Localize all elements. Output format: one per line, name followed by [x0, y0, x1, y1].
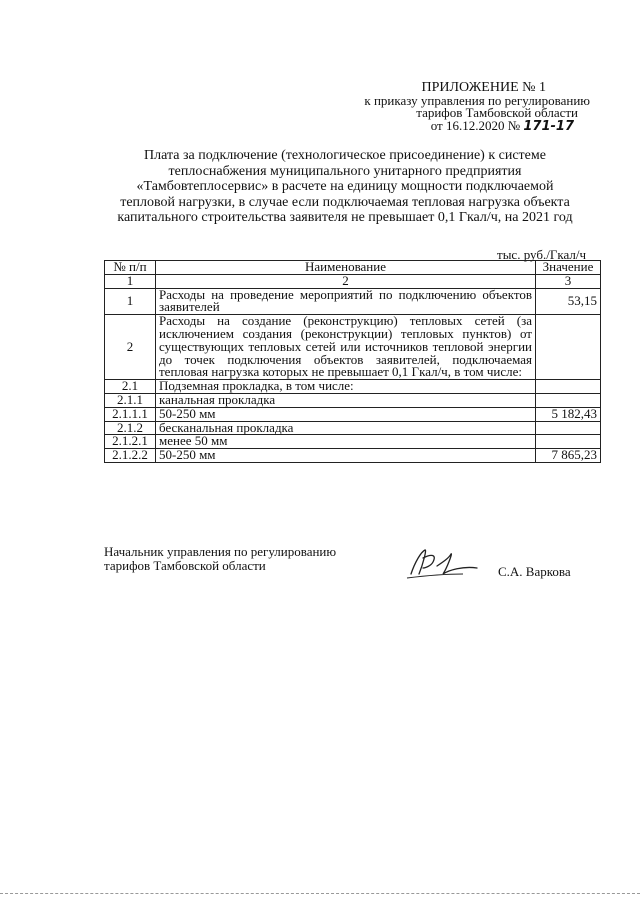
order-number-handwritten: 171-17	[523, 118, 574, 134]
row-name: Расходы на проведение мероприятий по подключению объектов заявителей	[156, 288, 536, 315]
row-number: 2	[105, 315, 156, 380]
scan-edge-divider	[0, 893, 640, 894]
row-number: 2.1.2	[105, 421, 156, 435]
title-line: капитального строительства заявителя не превышает 0,1 Гкал/ч, на 2021 год	[117, 210, 573, 225]
table-row	[105, 288, 601, 315]
header-number: № п/п	[105, 261, 156, 275]
row-name: 50-250 мм	[156, 407, 536, 421]
appendix-order-ref: к приказу управления по регулированию	[364, 92, 590, 108]
position-line: Начальник управления по регулированию	[104, 544, 337, 559]
table-header-row	[105, 261, 601, 275]
row-value	[536, 315, 601, 380]
row-name: менее 50 мм	[156, 435, 536, 449]
handwritten-signature	[403, 544, 483, 584]
row-value: 5 182,43	[536, 407, 601, 421]
row-number: 2.1.2.2	[105, 449, 156, 463]
appendix-authority: тарифов Тамбовской области	[416, 105, 578, 120]
row-number: 1	[105, 288, 156, 315]
row-value	[536, 380, 601, 394]
numbering-cell: 2	[156, 274, 536, 288]
title-line: теплоснабжения муниципального унитарного предприятия	[168, 163, 522, 179]
row-number: 2.1.1	[105, 393, 156, 407]
order-date-text: от 16.12.2020 №	[430, 117, 521, 133]
row-number: 2.1.1.1	[105, 407, 156, 421]
table-row	[105, 449, 601, 463]
row-value	[536, 421, 601, 435]
table-row	[105, 315, 601, 380]
signatory-position	[104, 545, 336, 573]
numbering-cell: 1	[105, 274, 156, 288]
row-name: 50-250 мм	[156, 449, 536, 463]
row-value: 53,15	[536, 288, 601, 315]
header-value: Значение	[536, 261, 601, 275]
position-line: тарифов Тамбовской области	[104, 558, 266, 573]
numbering-cell: 3	[536, 274, 601, 288]
header-name: Наименование	[156, 261, 536, 275]
title-line: Плата за подключение (технологическое присоединение) к системе	[144, 148, 546, 163]
row-number: 2.1.2.1	[105, 435, 156, 449]
document-title	[90, 148, 600, 226]
row-name: бесканальная прокладка	[156, 421, 536, 435]
row-name: Расходы на создание (реконструкцию) тепловых сетей (за исключением создания (реконструкции) тепловых пунктов) от существующих тепловых сетей или источников тепловой энергии до точек подключения объектов заявителей, подключаемая тепловая нагрузка которых не превышает 0,1 Гкал/ч, в том числе:	[156, 315, 536, 380]
table-row	[105, 407, 601, 421]
title-line: тепловой нагрузки, в случае если подключаемая тепловая нагрузка объекта	[120, 194, 570, 210]
tariff-table	[104, 260, 601, 463]
row-value: 7 865,23	[536, 449, 601, 463]
unit-label: тыс. руб./Гкал/ч	[497, 247, 586, 262]
appendix-title: ПРИЛОЖЕНИЕ № 1	[421, 80, 546, 95]
title-line: «Тамбовтеплосервис» в расчете на единицу мощности подключаемой	[136, 179, 554, 194]
row-number: 2.1	[105, 380, 156, 394]
row-name: канальная прокладка	[156, 393, 536, 407]
appendix-order-date	[320, 117, 590, 134]
signatory-name: С.А. Варкова	[498, 564, 571, 579]
row-name: Подземная прокладка, в том числе:	[156, 380, 536, 394]
appendix-header	[320, 82, 590, 133]
